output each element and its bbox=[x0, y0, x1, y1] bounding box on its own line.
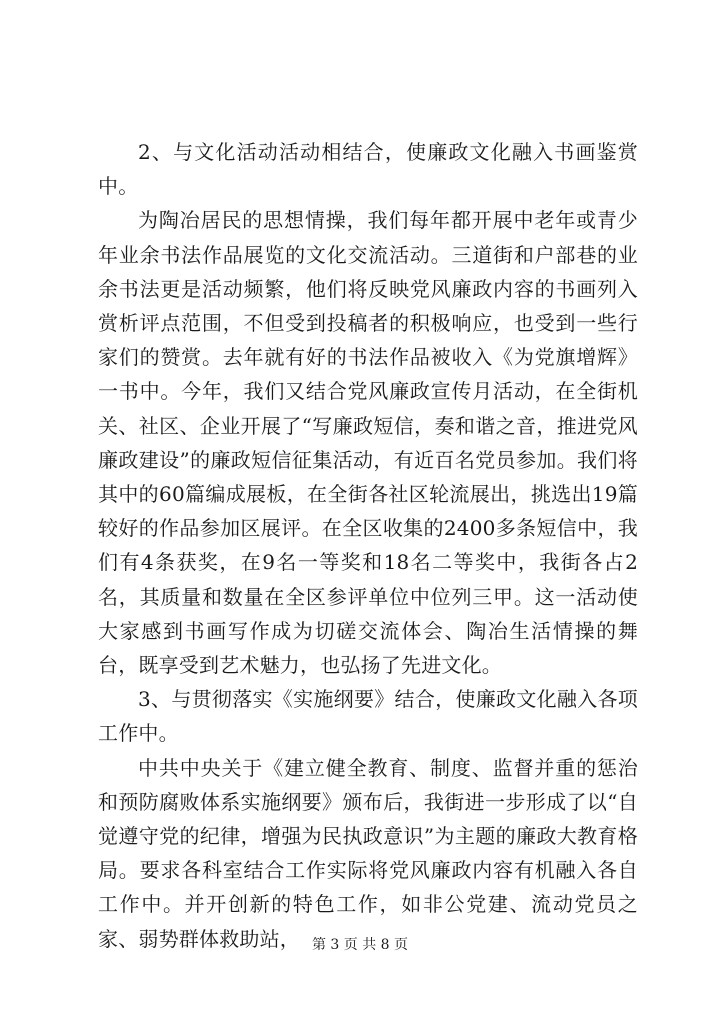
page-number-footer: 第 3 页 共 8 页 bbox=[311, 937, 409, 953]
heading-item-2: 2、与文化活动活动相结合，使廉政文化融入书画鉴赏中。 bbox=[98, 140, 638, 199]
body-paragraph: 中共中央关于《建立健全教育、制度、监督并重的惩治和预防腐败体系实施纲要》颁布后，我街进一步形成了以“自觉遵守党的纪律，增强为民执政意识”为主题的廉政大教育格局。要求各科室结合工作实际将党风廉政内容有机融入各自工作中。并开创新的特色工作，如非公党建、流动党员之家、弱势群体救助站， bbox=[98, 755, 638, 951]
document-body bbox=[98, 135, 638, 956]
heading-item-3: 3、与贯彻落实《实施纲要》结合，使廉政文化融入各项工作中。 bbox=[98, 687, 638, 746]
body-paragraph: 为陶冶居民的思想情操，我们每年都开展中老年或青少年业余书法作品展览的文化交流活动。三道街和户部巷的业余书法更是活动频繁，他们将反映党风廉政内容的书画列入赏析评点范围，不但受到投稿者的积极响应，也受到一些行家们的赞赏。去年就有好的书法作品被收入《为党旗增辉》一书中。今年，我们又结合党风廉政宣传月活动，在全街机关、社区、企业开展了“写廉政短信，奏和谐之音，推进党风廉政建设”的廉政短信征集活动，有近百名党员参加。我们将其中的60篇编成展板，在全街各社区轮流展出，挑选出19篇较好的作品参加区展评。在全区收集的2400多条短信中，我们有4条获奖，在9名一等奖和18名二等奖中，我街各占2名，其质量和数量在全区参评单位中位列三甲。这一活动使大家感到书画写作成为切磋交流体会、陶冶生活情操的舞台，既享受到艺术魅力，也弘扬了先进文化。 bbox=[98, 208, 638, 678]
